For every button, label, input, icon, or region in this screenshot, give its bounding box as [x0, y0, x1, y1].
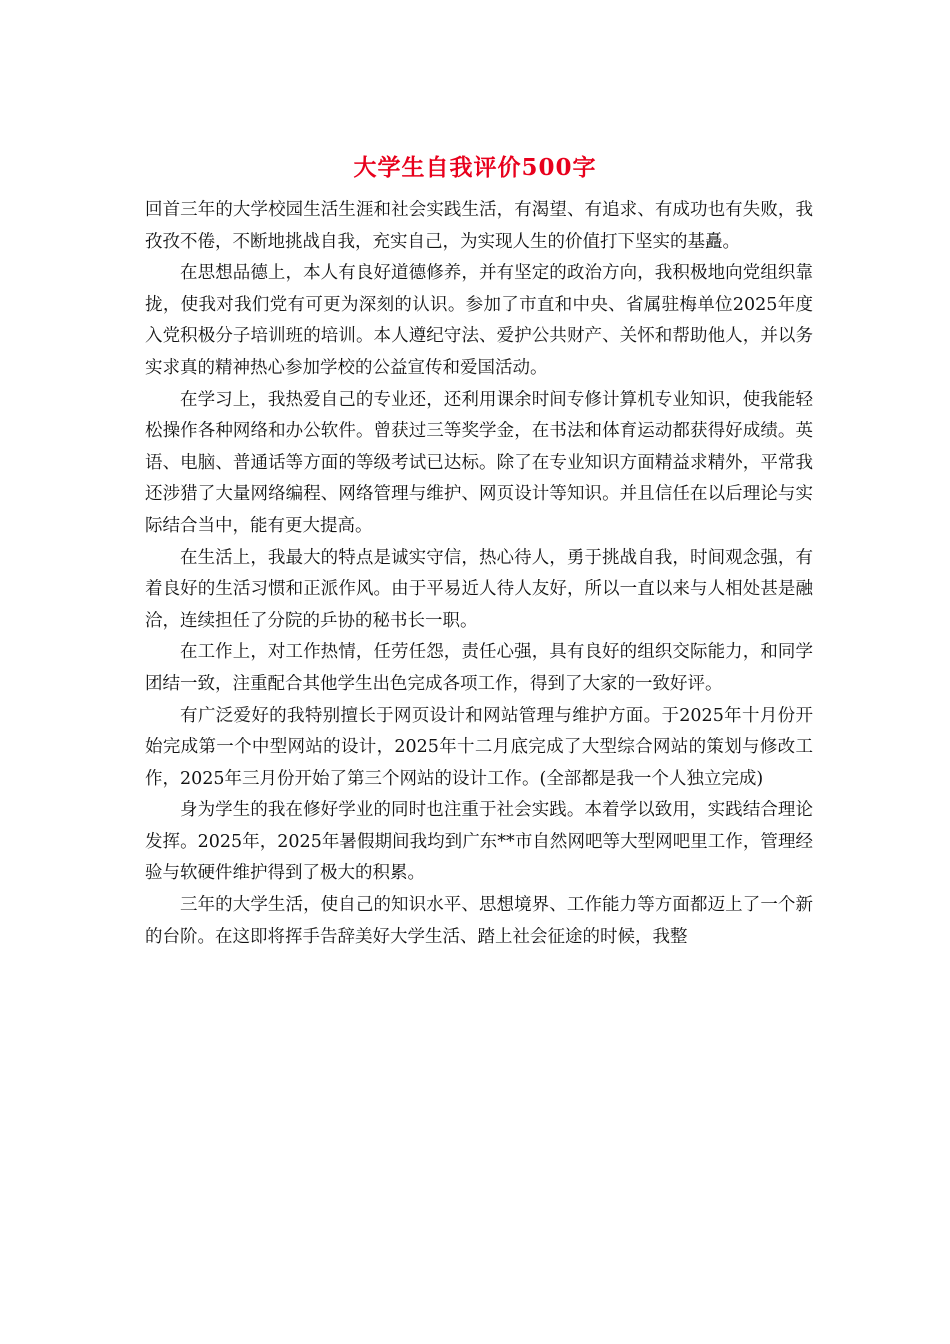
paragraph-1: 回首三年的大学校园生活生涯和社会实践生活，有渴望、有追求、有成功也有失败，我孜孜不倦，不断地挑战自我，充实自己，为实现人生的价值打下坚实的基矗。 [145, 200, 813, 252]
paragraph-6: 有广泛爱好的我特别擅长于网页设计和网站管理与维护方面。于2025年十月份开始完成第一个中型网站的设计，2025年十二月底完成了大型综合网站的策划与修改工作，2025年三月份开始了第三个网站的设计工作。(全部都是我一个人独立完成) [145, 705, 813, 789]
paragraph-3: 在学习上，我热爱自己的专业还，还利用课余时间专修计算机专业知识，使我能轻松操作各种网络和办公软件。曾获过三等奖学金，在书法和体育运动都获得好成绩。英语、电脑、普通话等方面的等级考试已达标。除了在专业知识方面精益求精外，平常我还涉猎了大量网络编程、网络管理与维护、网页设计等知识。并且信任在以后理论与实际结合当中，能有更大提高。 [145, 389, 813, 536]
paragraph-8: 三年的大学生活，使自己的知识水平、思想境界、工作能力等方面都迈上了一个新的台阶。在这即将挥手告辞美好大学生活、踏上社会征途的时候，我整 [145, 895, 813, 947]
document-body [145, 195, 813, 953]
document-title: 大学生自我评价500字 [353, 154, 597, 181]
paragraph-5: 在工作上，对工作热情，任劳任怨，责任心强，具有良好的组织交际能力，和同学团结一致，注重配合其他学生出色完成各项工作，得到了大家的一致好评。 [145, 642, 813, 694]
paragraph-7: 身为学生的我在修好学业的同时也注重于社会实践。本着学以致用，实践结合理论发挥。2025年，2025年暑假期间我均到广东**市自然网吧等大型网吧里工作，管理经验与软硬件维护得到了极大的积累。 [145, 800, 813, 884]
paragraph-4: 在生活上，我最大的特点是诚实守信，热心待人，勇于挑战自我，时间观念强，有着良好的生活习惯和正派作风。由于平易近人待人友好，所以一直以来与人相处甚是融洽，连续担任了分院的乒协的秘书长一职。 [145, 547, 813, 631]
paragraph-2: 在思想品德上，本人有良好道德修养，并有坚定的政治方向，我积极地向党组织靠拢，使我对我们党有可更为深刻的认识。参加了市直和中央、省属驻梅单位2025年度入党积极分子培训班的培训。本人遵纪守法、爱护公共财产、关怀和帮助他人，并以务实求真的精神热心参加学校的公益宣传和爱国活动。 [145, 263, 813, 378]
